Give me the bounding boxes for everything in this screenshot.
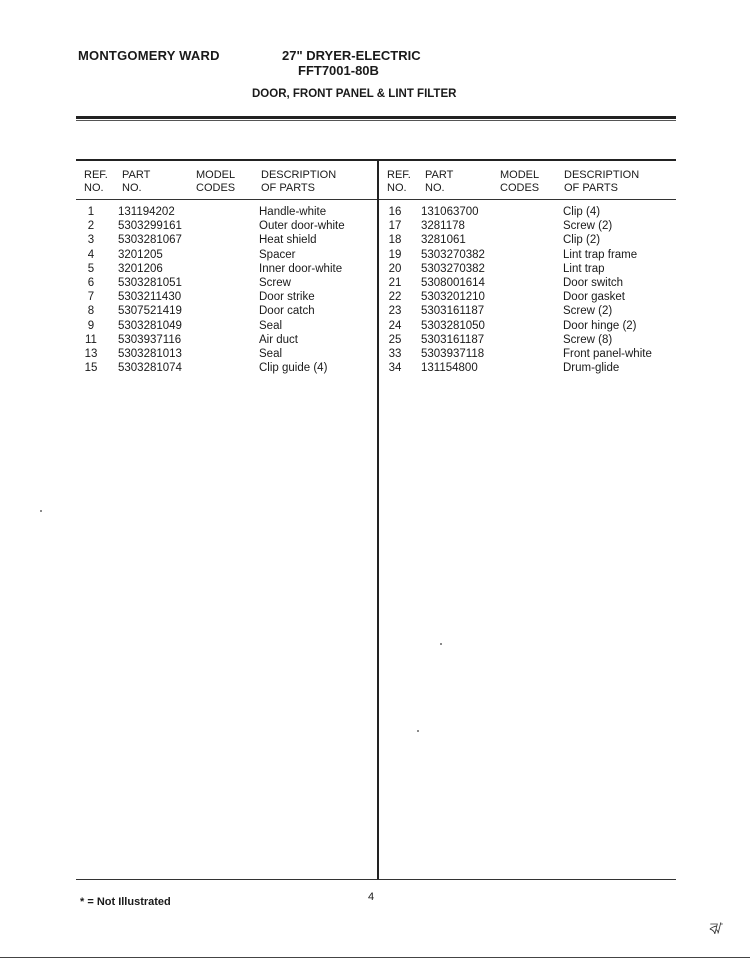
header-rule-thin	[76, 120, 676, 121]
part-number-cell: 5303281049	[118, 319, 182, 332]
ref-cell: 33	[388, 348, 402, 361]
ref-cell: 8	[87, 305, 95, 318]
ref-cell: 22	[388, 291, 402, 304]
description-cell: Door catch	[259, 305, 315, 318]
desc-column-right	[563, 205, 652, 375]
part-number-cell: 131194202	[118, 206, 175, 218]
part-number-cell: 5303937116	[118, 333, 182, 346]
description-cell: Screw	[259, 277, 291, 290]
desc-header-left: DESCRIPTION OF PARTS	[261, 169, 337, 194]
ref-cell: 5	[87, 262, 95, 275]
description-cell: Air duct	[259, 333, 298, 346]
part-number-cell: 5303211430	[118, 291, 182, 304]
desc-column-left	[259, 205, 345, 375]
part-header-right: PART NO.	[425, 169, 454, 194]
description-cell: Door hinge (2)	[563, 319, 637, 332]
model-header-left: MODEL CODES	[196, 169, 236, 194]
ref-cell: 17	[388, 220, 402, 233]
ref-cell: 21	[388, 277, 402, 290]
table-top-rule	[76, 159, 676, 161]
scan-speck	[440, 643, 442, 645]
ref-header-left: REF. NO.	[84, 169, 108, 194]
model-header-right: MODEL CODES	[500, 169, 540, 194]
part-number-cell: 5303161187	[421, 305, 485, 318]
part-number-cell: 5303161187	[421, 333, 485, 346]
brand-name: MONTGOMERY WARD	[78, 48, 220, 63]
part-number-cell: 5308001614	[421, 277, 485, 290]
description-cell: Screw (8)	[563, 333, 613, 346]
ref-cell: 2	[87, 220, 95, 233]
ref-cell: 4	[87, 248, 95, 261]
ref-header-right: REF. NO.	[387, 169, 411, 194]
description-cell: Outer door-white	[259, 220, 345, 233]
ref-cell: 15	[84, 362, 98, 375]
ref-cell: 18	[388, 234, 402, 247]
model-number: FFT7001-80B	[298, 63, 379, 78]
header-rule-thick	[76, 116, 676, 119]
part-column-right	[421, 205, 485, 375]
part-number-cell: 5303201210	[421, 291, 485, 304]
description-cell: Drum-glide	[563, 362, 620, 375]
part-number-cell: 5303281050	[421, 319, 485, 332]
description-cell: Door gasket	[563, 291, 626, 304]
description-cell: Clip guide (4)	[259, 362, 328, 375]
description-cell: Screw (2)	[563, 305, 613, 318]
handwritten-mark-icon: ঝ	[708, 921, 721, 938]
scan-speck	[40, 510, 42, 512]
ref-cell: 34	[388, 362, 402, 375]
table-bottom-rule	[76, 879, 676, 880]
part-number-cell: 5303299161	[118, 220, 182, 233]
ref-column-right	[384, 205, 406, 375]
part-number-cell: 5303281074	[118, 362, 182, 375]
scan-speck	[417, 730, 419, 732]
part-number-cell: 5303270382	[421, 262, 485, 275]
ref-column-left	[80, 205, 102, 375]
section-title: DOOR, FRONT PANEL & LINT FILTER	[252, 88, 457, 100]
description-cell: Heat shield	[259, 234, 317, 247]
ref-cell: 1	[87, 206, 95, 218]
description-cell: Inner door-white	[259, 262, 343, 275]
appliance-title: 27" DRYER-ELECTRIC	[282, 48, 421, 63]
description-cell: Door switch	[563, 277, 624, 290]
ref-cell: 20	[388, 262, 402, 275]
description-cell: Seal	[259, 348, 283, 361]
description-cell: Lint trap	[563, 262, 605, 275]
page-number: 4	[368, 891, 375, 903]
footnote: * = Not Illustrated	[80, 896, 171, 908]
part-number-cell: 5303281013	[118, 348, 182, 361]
part-number-cell: 3201206	[118, 262, 163, 275]
ref-cell: 16	[388, 206, 402, 218]
description-cell: Handle-white	[259, 206, 327, 218]
part-number-cell: 3281178	[421, 220, 465, 233]
ref-cell: 9	[87, 319, 95, 332]
ref-cell: 6	[87, 277, 95, 290]
description-cell: Spacer	[259, 248, 296, 261]
ref-cell: 24	[388, 319, 402, 332]
ref-cell: 11	[85, 333, 97, 346]
ref-cell: 7	[87, 291, 95, 304]
part-header-left: PART NO.	[122, 169, 151, 194]
ref-cell: 13	[84, 348, 98, 361]
ref-cell: 3	[87, 234, 95, 247]
description-cell: Screw (2)	[563, 220, 613, 233]
ref-cell: 19	[388, 248, 402, 261]
description-cell: Clip (2)	[563, 234, 601, 247]
part-number-cell: 3281061	[421, 234, 466, 247]
table-header-rule	[76, 199, 676, 200]
part-number-cell: 5303281067	[118, 234, 182, 247]
column-divider	[377, 159, 379, 879]
desc-header-right: DESCRIPTION OF PARTS	[564, 169, 640, 194]
ref-cell: 23	[388, 305, 402, 318]
ref-cell: 25	[388, 333, 402, 346]
description-cell: Front panel-white	[563, 348, 652, 361]
part-number-cell: 5307521419	[118, 305, 182, 318]
part-number-cell: 131154800	[421, 362, 478, 375]
part-number-cell: 3201205	[118, 248, 163, 261]
description-cell: Seal	[259, 319, 283, 332]
part-number-cell: 131063700	[421, 206, 479, 218]
part-number-cell: 5303270382	[421, 248, 485, 261]
part-number-cell: 5303937118	[421, 348, 485, 361]
part-column-left	[118, 205, 182, 375]
description-cell: Clip (4)	[563, 206, 601, 218]
description-cell: Door strike	[259, 291, 315, 304]
description-cell: Lint trap frame	[563, 248, 638, 261]
page-bottom-rule	[0, 957, 750, 958]
part-number-cell: 5303281051	[118, 277, 182, 290]
